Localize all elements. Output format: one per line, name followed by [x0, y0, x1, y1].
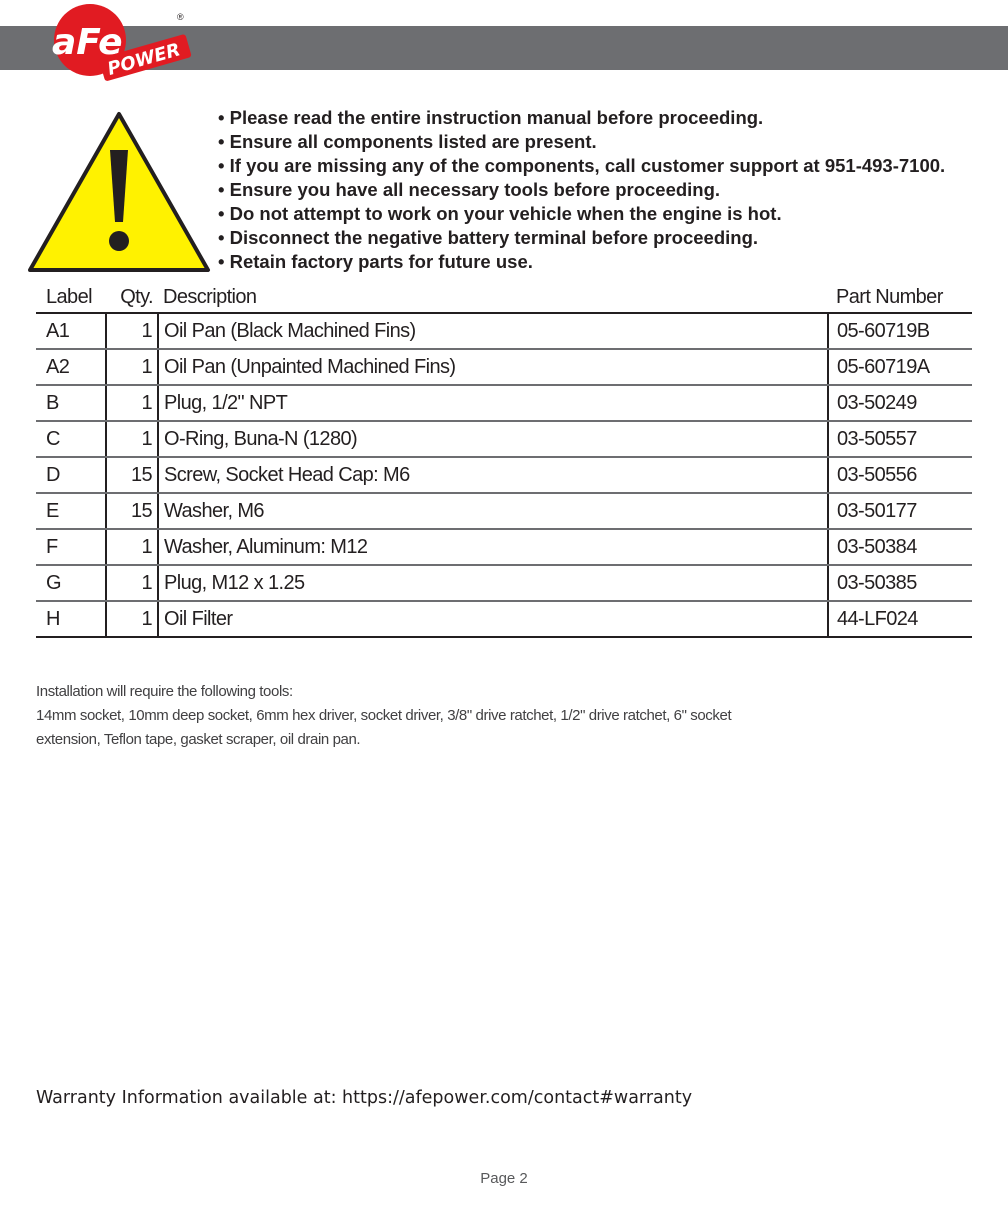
- cell-part-number: 44-LF024: [828, 601, 972, 637]
- header-description: Description: [158, 282, 828, 313]
- cell-qty: 1: [106, 349, 158, 385]
- safety-notice-list: [218, 106, 945, 274]
- cell-description: Plug, 1/2" NPT: [158, 385, 828, 421]
- cell-part-number: 03-50249: [828, 385, 972, 421]
- page-number: Page 2: [480, 1170, 528, 1187]
- afe-power-logo-icon: [44, 2, 194, 98]
- notice-item: • Disconnect the negative battery terminal before proceeding.: [218, 226, 945, 250]
- table-header-row: [36, 282, 972, 313]
- warning-triangle-icon: [24, 108, 214, 276]
- tools-list-line: 14mm socket, 10mm deep socket, 6mm hex driver, socket driver, 3/8" drive ratchet, 1/2" drive ratchet, 6" socket: [36, 707, 732, 724]
- cell-label: G: [36, 565, 106, 601]
- cell-part-number: 03-50556: [828, 457, 972, 493]
- afe-power-logo: [44, 2, 194, 98]
- registered-mark: ®: [177, 12, 184, 22]
- cell-part-number: 05-60719B: [828, 313, 972, 349]
- cell-description: Washer, Aluminum: M12: [158, 529, 828, 565]
- header-part-number: Part Number: [828, 282, 972, 313]
- cell-qty: 15: [106, 493, 158, 529]
- notice-item: • Retain factory parts for future use.: [218, 250, 945, 274]
- warranty-info: Warranty Information available at: https://afepower.com/contact#warranty: [36, 1088, 693, 1108]
- cell-qty: 1: [106, 529, 158, 565]
- cell-qty: 1: [106, 385, 158, 421]
- notice-item: • Please read the entire instruction manual before proceeding.: [218, 106, 945, 130]
- cell-qty: 1: [106, 313, 158, 349]
- header-label: Label: [36, 282, 106, 313]
- cell-description: O-Ring, Buna-N (1280): [158, 421, 828, 457]
- cell-part-number: 03-50177: [828, 493, 972, 529]
- table-row: [36, 385, 972, 421]
- cell-label: C: [36, 421, 106, 457]
- notice-item: • Ensure all components listed are present.: [218, 130, 945, 154]
- table-row: [36, 493, 972, 529]
- tools-required: [36, 680, 816, 752]
- cell-label: D: [36, 457, 106, 493]
- cell-part-number: 03-50384: [828, 529, 972, 565]
- logo-subtext: POWER: [105, 39, 183, 80]
- table-row: [36, 565, 972, 601]
- cell-label: E: [36, 493, 106, 529]
- cell-description: Oil Pan (Black Machined Fins): [158, 313, 828, 349]
- tools-list-line: extension, Teflon tape, gasket scraper, oil drain pan.: [36, 731, 361, 748]
- notice-item: • If you are missing any of the components, call customer support at 951-493-7100.: [218, 154, 945, 178]
- cell-qty: 15: [106, 457, 158, 493]
- table-row: [36, 529, 972, 565]
- cell-label: H: [36, 601, 106, 637]
- cell-qty: 1: [106, 565, 158, 601]
- cell-description: Oil Filter: [158, 601, 828, 637]
- logo-text: aFe: [52, 22, 123, 63]
- table-row: [36, 313, 972, 349]
- cell-part-number: 03-50557: [828, 421, 972, 457]
- table-row: [36, 457, 972, 493]
- tools-intro: Installation will require the following tools:: [36, 683, 293, 700]
- cell-description: Screw, Socket Head Cap: M6: [158, 457, 828, 493]
- table-row: [36, 349, 972, 385]
- cell-part-number: 03-50385: [828, 565, 972, 601]
- cell-label: B: [36, 385, 106, 421]
- cell-qty: 1: [106, 421, 158, 457]
- cell-description: Oil Pan (Unpainted Machined Fins): [158, 349, 828, 385]
- cell-description: Washer, M6: [158, 493, 828, 529]
- header-qty: Qty.: [106, 282, 158, 313]
- table-row: [36, 421, 972, 457]
- cell-label: F: [36, 529, 106, 565]
- notice-item: • Ensure you have all necessary tools before proceeding.: [218, 178, 945, 202]
- cell-label: A2: [36, 349, 106, 385]
- notice-item: • Do not attempt to work on your vehicle when the engine is hot.: [218, 202, 945, 226]
- cell-part-number: 05-60719A: [828, 349, 972, 385]
- parts-table: [36, 282, 972, 638]
- cell-qty: 1: [106, 601, 158, 637]
- cell-description: Plug, M12 x 1.25: [158, 565, 828, 601]
- cell-label: A1: [36, 313, 106, 349]
- table-row: [36, 601, 972, 637]
